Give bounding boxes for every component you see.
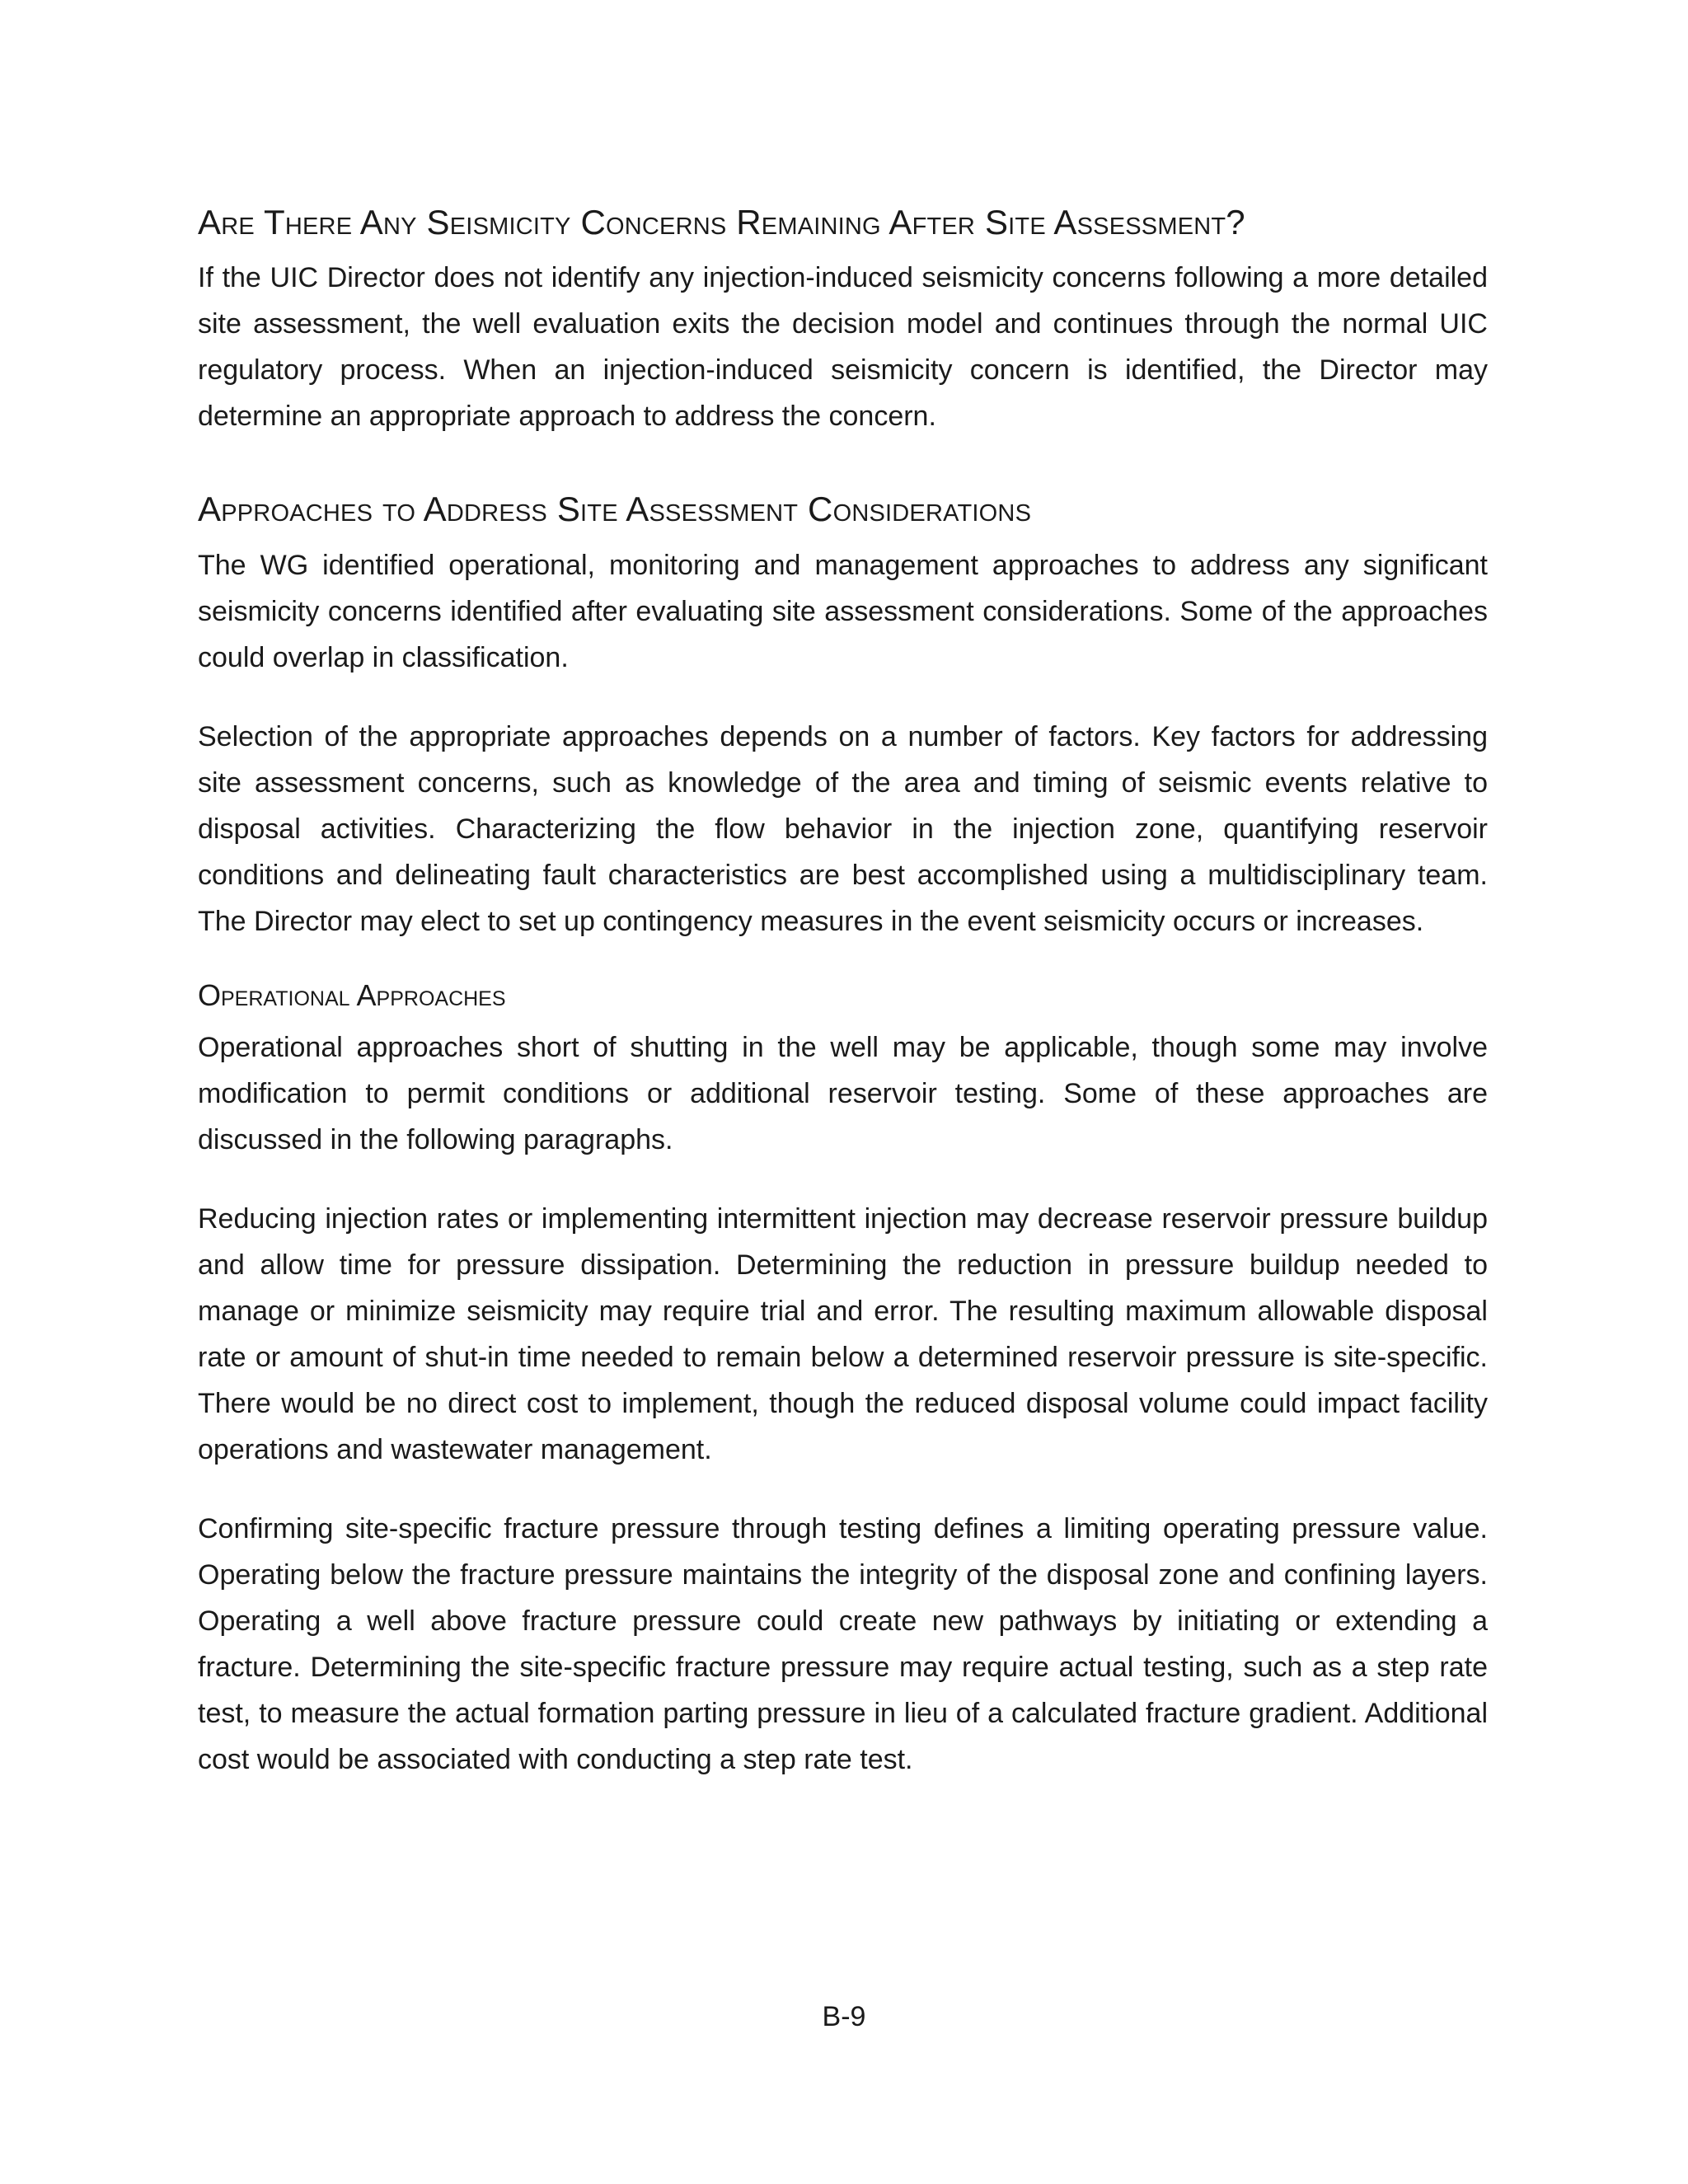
- paragraph-operational-2: Reducing injection rates or implementing intermittent injection may decrease reservoir pressure buildup and allow time for pressure dissipation. Determining the reduction in pressure buildup needed to manage or minimize seismicity may require trial and error. The resulting maximum allowable disposal rate or amount of shut-in time needed to remain below a determined reservoir pressure is site-specific. There would be no direct cost to implement, though the reduced disposal volume could impact facility operations and wastewater management.: [198, 1202, 1488, 1465]
- paragraph-seismicity-concerns: If the UIC Director does not identify any injection-induced seismicity concerns following a more detailed site assessment, the well evaluation exits the decision model and continues through the normal UIC regulatory process. When an injection-induced seismicity concern is identified, the Director may determine an appropriate approach to address the concern.: [198, 262, 1488, 433]
- section-spacer: [198, 439, 1488, 489]
- heading-seismicity-concerns: Are There Any Seismicity Concerns Remaining After Site Assessment?: [198, 203, 1245, 241]
- paragraph-spacer: [198, 1163, 1488, 1196]
- paragraph-approaches-1: The WG identified operational, monitoring and management approaches to address any significant seismicity concerns identified after evaluating site assessment considerations. Some of the approaches could overlap in classification.: [198, 549, 1488, 673]
- page-number: B-9: [822, 2001, 866, 2032]
- heading-operational-approaches: Operational Approaches: [198, 977, 506, 1012]
- paragraph-spacer: [198, 1473, 1488, 1506]
- paragraph-operational-3: Confirming site-specific fracture pressure through testing defines a limiting operating pressure value. Operating below the fracture pressure maintains the integrity of the disposal zone and confining layers. Operating a well above fracture pressure could create new pathways by initiating or extending a fracture. Determining the site-specific fracture pressure may require actual testing, such as a step rate test, to measure the actual formation parting pressure in lieu of a calculated fracture gradient. Additional cost would be associated with conducting a step rate test.: [198, 1512, 1488, 1775]
- document-page: [198, 202, 1488, 1783]
- heading-approaches: Approaches to Address Site Assessment Considerations: [198, 490, 1032, 529]
- paragraph-approaches-2: Selection of the appropriate approaches depends on a number of factors. Key factors for addressing site assessment concerns, such as knowledge of the area and timing of seismic events relative to disposal activities. Characterizing the flow behavior in the injection zone, quantifying reservoir conditions and delineating fault characteristics are best accomplished using a multidisciplinary team. The Director may elect to set up contingency measures in the event seismicity occurs or increases.: [198, 720, 1488, 937]
- paragraph-spacer: [198, 681, 1488, 714]
- section-spacer: [198, 944, 1488, 977]
- paragraph-operational-1: Operational approaches short of shutting in the well may be applicable, though some may involve modification to permit conditions or additional reservoir testing. Some of these approaches are discussed in the following paragraphs.: [198, 1031, 1488, 1155]
